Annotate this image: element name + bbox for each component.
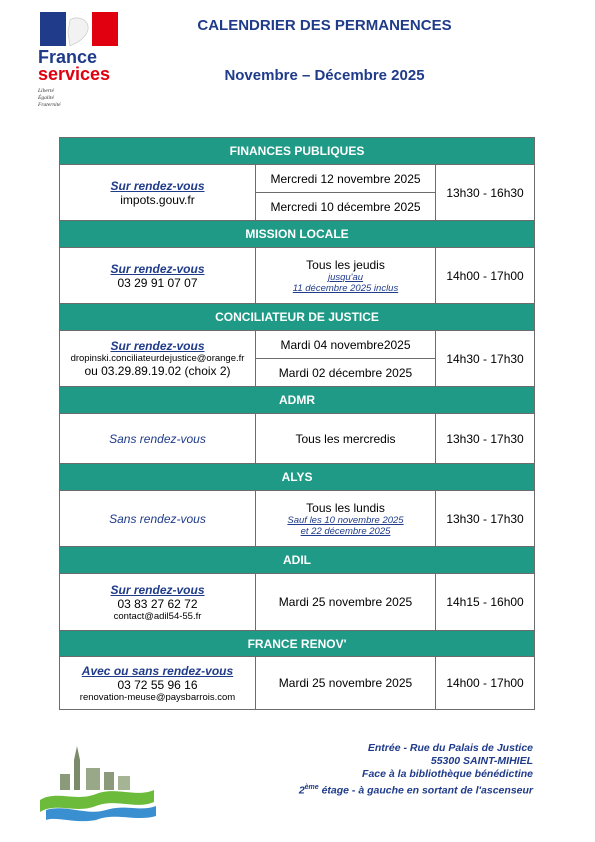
appointment-mode: Sans rendez-vous: [60, 491, 256, 547]
section-title: CONCILIATEUR DE JUSTICE: [60, 304, 535, 331]
section-title: MISSION LOCALE: [60, 221, 535, 248]
contact-cell: [60, 657, 256, 710]
contact-phone: 03 29 91 07 07: [117, 275, 198, 290]
period-subtitle: Novembre – Décembre 2025: [224, 67, 425, 84]
date-note: jusqu'au: [327, 271, 364, 283]
page-title: CALENDRIER DES PERMANENCES: [197, 17, 452, 34]
contact-cell: [60, 574, 256, 631]
section-title: ADIL: [60, 547, 535, 574]
date-note: 11 décembre 2025 inclus: [292, 282, 399, 294]
hours-cell: 13h30 - 16h30: [436, 165, 535, 221]
date-cell: Tous les mercredis: [256, 414, 436, 464]
schedule-table: [59, 137, 535, 710]
footer-entrance: Entrée - Rue du Palais de Justice: [367, 742, 533, 754]
section-title: FINANCES PUBLIQUES: [60, 138, 535, 165]
date-cell: Mercredi 10 décembre 2025: [256, 193, 436, 221]
section-header: [60, 221, 535, 248]
date-cell: Mardi 04 novembre2025: [256, 331, 436, 359]
footer-landmark: Face à la bibliothèque bénédictine: [362, 768, 533, 780]
contact-cell: [60, 248, 256, 304]
appointment-mode: Sur rendez-vous: [110, 261, 205, 276]
republic-motto: Liberté Égalité Fraternité: [38, 88, 61, 108]
date-cell: [256, 491, 436, 547]
hours-cell: 13h30 - 17h30: [436, 414, 535, 464]
date-note: Sauf les 10 novembre 2025: [287, 514, 404, 526]
contact-email[interactable]: contact@adil54-55.fr: [113, 610, 202, 622]
hours-cell: 14h00 - 17h00: [436, 657, 535, 710]
date-cell: Mardi 02 décembre 2025: [256, 359, 436, 387]
date-cell: Mardi 25 novembre 2025: [256, 574, 436, 631]
contact-phone: 03 83 27 62 72: [117, 596, 198, 611]
hours-cell: 14h15 - 16h00: [436, 574, 535, 631]
appointment-mode: Sur rendez-vous: [110, 582, 205, 597]
appointment-mode: Sans rendez-vous: [60, 414, 256, 464]
section-header: [60, 387, 535, 414]
date-note: et 22 décembre 2025: [300, 525, 391, 537]
section-header: [60, 547, 535, 574]
footer-city: 55300 SAINT-MIHIEL: [430, 755, 533, 767]
contact-cell: [60, 165, 256, 221]
contact-website[interactable]: impots.gouv.fr: [120, 192, 195, 207]
section-header: [60, 138, 535, 165]
appointment-mode: Sur rendez-vous: [110, 178, 205, 193]
logo-france-text: France: [38, 47, 98, 67]
section-header: [60, 631, 535, 657]
section-title: ALYS: [60, 464, 535, 491]
date-cell: Mercredi 12 novembre 2025: [256, 165, 436, 193]
hours-cell: 14h00 - 17h00: [436, 248, 535, 304]
section-header: [60, 304, 535, 331]
contact-phone: 03 72 55 96 16: [117, 677, 198, 692]
address-footer: [299, 742, 533, 798]
section-title: FRANCE RENOV': [60, 631, 535, 657]
contact-cell: [60, 331, 256, 387]
footer-floor: 2ème étage - à gauche en sortant de l'ascenseur: [298, 784, 533, 797]
logo-services-text: services: [38, 64, 111, 84]
date-cell: Mardi 25 novembre 2025: [256, 657, 436, 710]
contact-email[interactable]: dropinski.conciliateurdejustice@orange.fr: [70, 353, 245, 364]
saint-mihiel-town-illustration: [36, 740, 158, 822]
hours-cell: 14h30 - 17h30: [436, 331, 535, 387]
contact-email[interactable]: renovation-meuse@paysbarrois.com: [79, 691, 236, 703]
contact-phone: ou 03.29.89.19.02 (choix 2): [84, 364, 231, 378]
date-main: Tous les jeudis: [306, 257, 385, 272]
section-title: ADMR: [60, 387, 535, 414]
date-cell: [256, 248, 436, 304]
section-header: [60, 464, 535, 491]
date-main: Tous les lundis: [306, 500, 385, 515]
appointment-mode: Avec ou sans rendez-vous: [81, 663, 234, 678]
hours-cell: 13h30 - 17h30: [436, 491, 535, 547]
appointment-mode: Sur rendez-vous: [110, 339, 205, 353]
